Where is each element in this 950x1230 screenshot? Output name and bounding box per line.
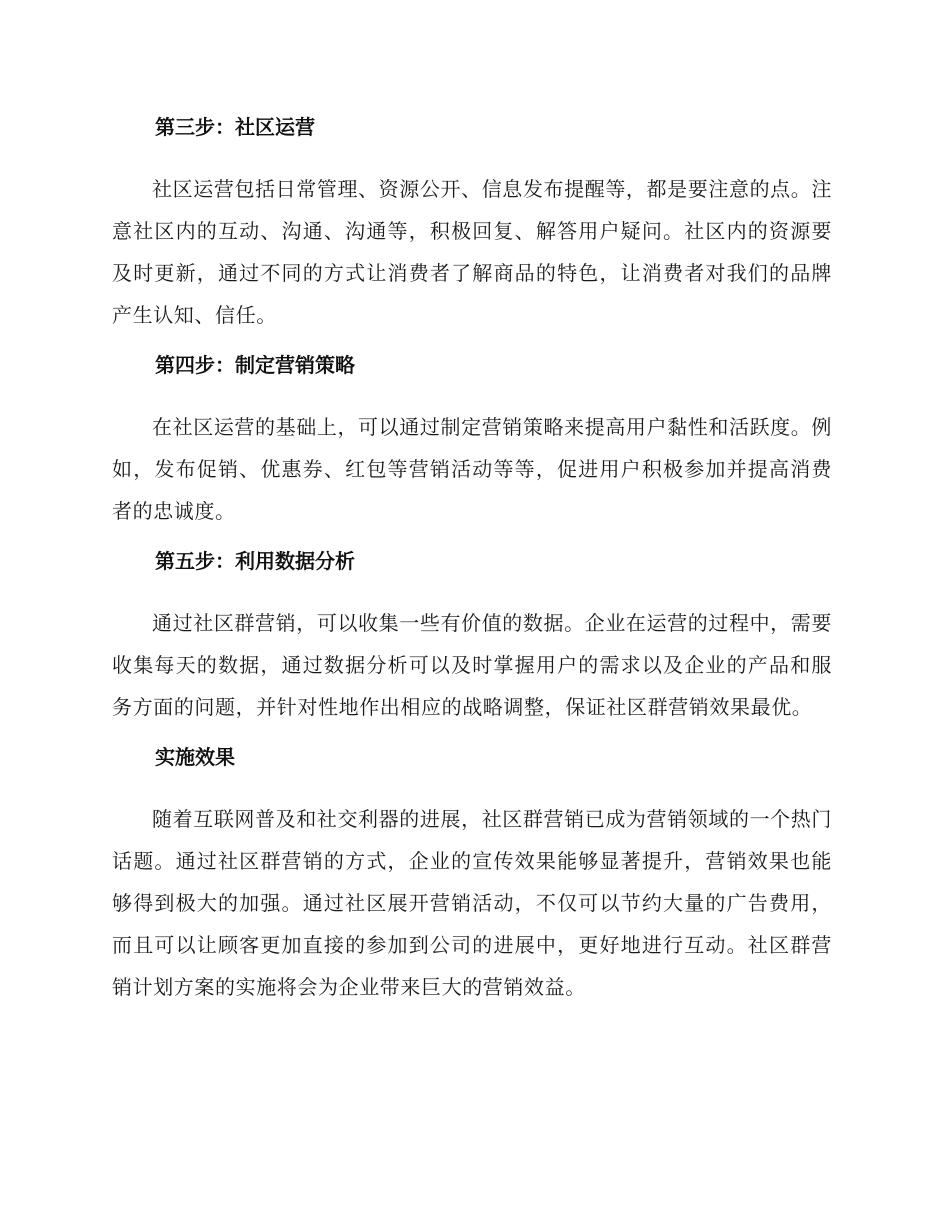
section-heading-step-5: 第五步：利用数据分析 [155, 549, 355, 573]
section-body-step-3: 社区运营包括日常管理、资源公开、信息发布提醒等，都是要注意的点。注意社区内的互动、沟通、沟通等，积极回复、解答用户疑问。社区内的资源要及时更新，通过不同的方式让消费者了解商品的特色，让消费者对我们的品牌产生认知、信任。 [112, 177, 832, 327]
section-heading-results: 实施效果 [155, 745, 235, 769]
section-body-step-4: 在社区运营的基础上，可以通过制定营销策略来提高用户黏性和活跃度。例如，发布促销、优惠券、红包等营销活动等等，促进用户积极参加并提高消费者的忠诚度。 [112, 415, 832, 523]
section-body-results: 随着互联网普及和社交利器的进展，社区群营销已成为营销领域的一个热门话题。通过社区群营销的方式，企业的宣传效果能够显著提升，营销效果也能够得到极大的加强。通过社区展开营销活动，不仅可以节约大量的广告费用，而且可以让顾客更加直接的参加到公司的进展中，更好地进行互动。社区群营销计划方案的实施将会为企业带来巨大的营销效益。 [112, 807, 832, 999]
section-body-step-5: 通过社区群营销，可以收集一些有价值的数据。企业在运营的过程中，需要收集每天的数据，通过数据分析可以及时掌握用户的需求以及企业的产品和服务方面的问题，并针对性地作出相应的战略调整，保证社区群营销效果最优。 [112, 611, 832, 719]
section-heading-step-3: 第三步：社区运营 [155, 115, 315, 139]
section-heading-step-4: 第四步：制定营销策略 [155, 353, 355, 377]
document-page [112, 112, 832, 1008]
